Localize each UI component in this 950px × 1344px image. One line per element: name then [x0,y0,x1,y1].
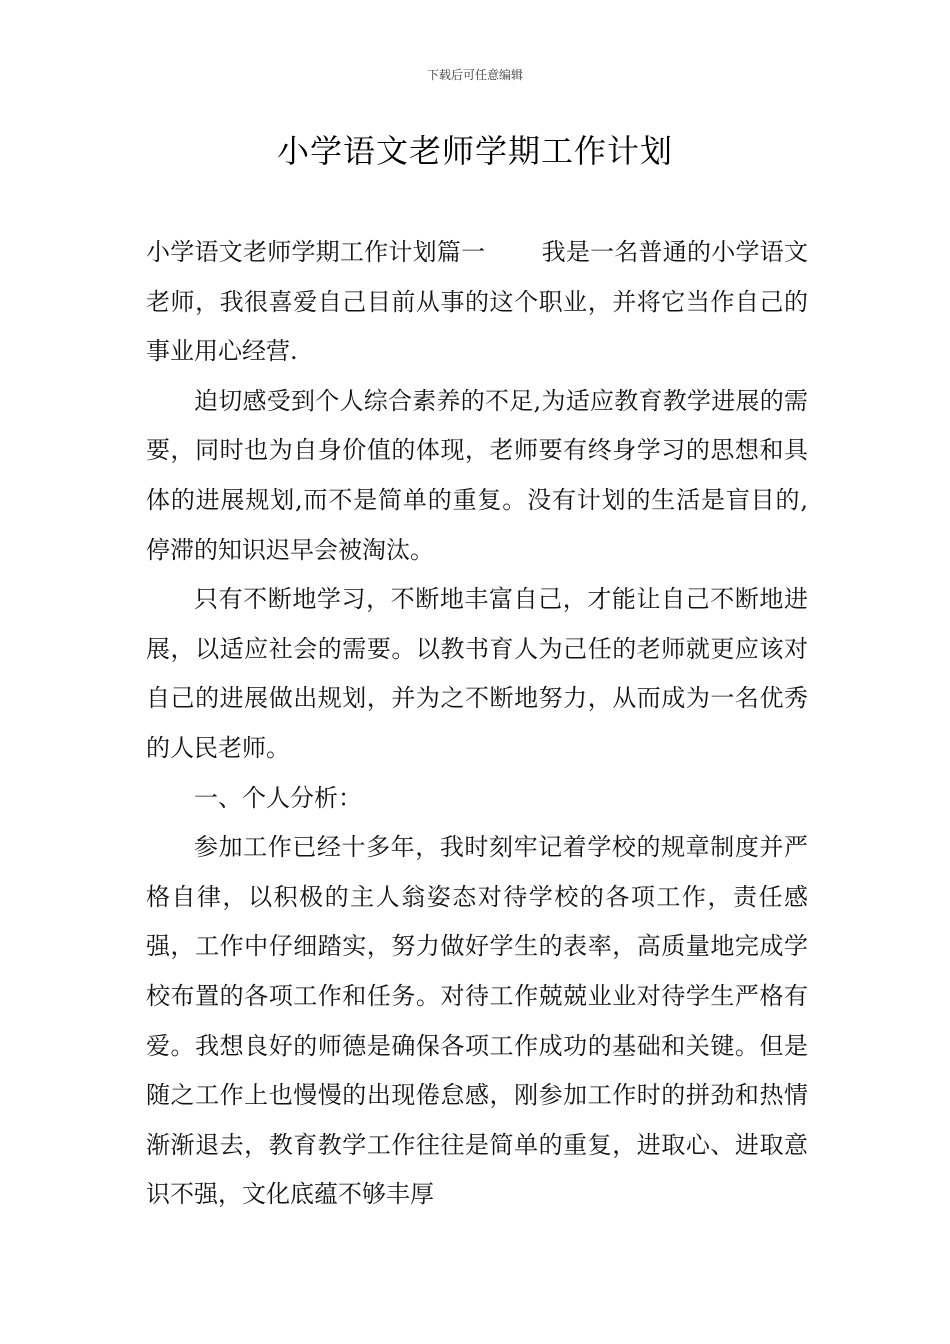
document-title: 小学语文老师学期工作计划 [276,132,673,170]
paragraph-intro-lead: 小学语文老师学期工作计划篇一 [146,238,486,266]
header-note: 下载后可任意编辑 [426,68,523,82]
document-body [146,228,808,1220]
paragraph-intro-text: 我是一名普通的小学语文老师，我很喜爱自己目前从事的这个职业，并将它当作自己的事业用心经营. [146,238,808,366]
section-heading-personal-analysis: 一、个人分析： [194,783,362,812]
paragraph-5: 参加工作已经十多年，我时刻牢记着学校的规章制度并严格自律，以积极的主人翁姿态对待学校的各项工作，责任感强，工作中仔细踏实，努力做好学生的表率，高质量地完成学校布置的各项工作和任务。对待工作兢兢业业对待学生严格有爱。我想良好的师德是确保各项工作成功的基础和关键。但是随之工作上也慢慢的出现倦怠感，刚参加工作时的拼劲和热情渐渐退去，教育教学工作往往是简单的重复，进取心、进取意识不强，文化底蕴不够丰厚 [146,833,808,1209]
paragraph-intro [146,228,808,377]
paragraph-2: 迫切感受到个人综合素养的不足,为适应教育教学进展的需要，同时也为自身价值的体现，老师要有终身学习的思想和具体的进展规划,而不是简单的重复。没有计划的生活是盲目的,停滞的知识迟早会被淘汰。 [146,386,808,564]
paragraph-3: 只有不断地学习，不断地丰富自己，才能让自己不断地进展，以适应社会的需要。以教书育人为己任的老师就更应该对自己的进展做出规划，并为之不断地努力，从而成为一名优秀的人民老师。 [146,585,808,762]
